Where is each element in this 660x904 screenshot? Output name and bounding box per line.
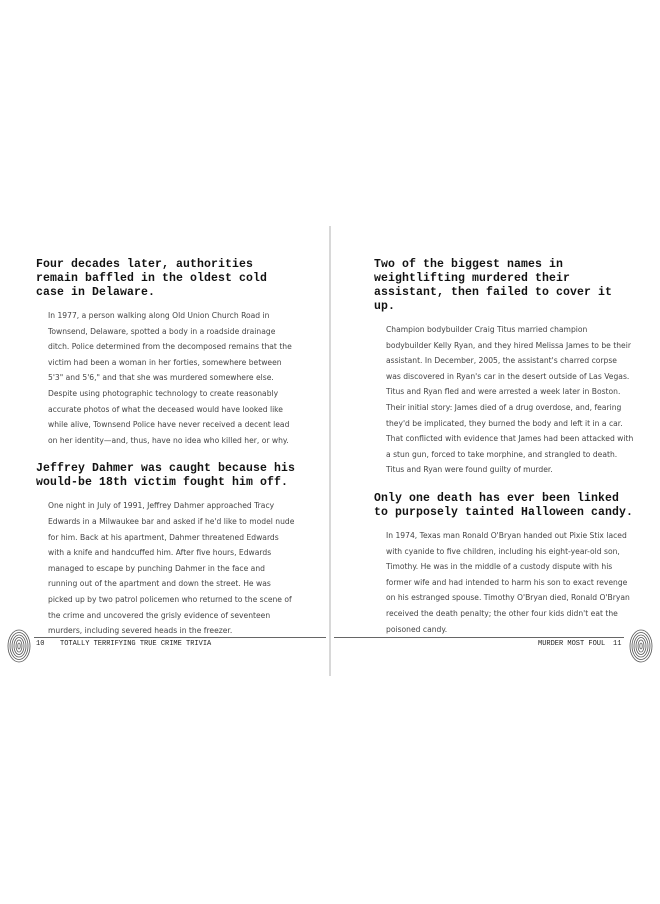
running-title: MURDER MOST FOUL [538,640,606,648]
section-heading: Jeffrey Dahmer was caught because his would-be 18th victim fought him off. [36,462,296,490]
left-page [36,258,296,649]
page-number: 11 [613,640,622,648]
fingerprint-icon [628,628,654,664]
section-body: One night in July of 1991, Jeffrey Dahmer approached Tracy Edwards in a Milwaukee bar and asked if he'd like to model nude for him. Back at his apartment, Dahmer threatened Edwards with a knife and handcuffed him. After five hours, Edwards managed to escape by punching Dahmer in the face and running out of the apartment and down the street. He was picked up by two patrol policemen who returned to the scene of the crime and uncovered the grisly evidence of seventeen murders, including severed heads in the freezer. [48,501,295,636]
right-page [374,258,634,647]
page-number: 10 [36,640,45,648]
section-heading: Two of the biggest names in weightlifting murdered their assistant, then failed to cover it up. [374,258,613,313]
section-body: Champion bodybuilder Craig Titus married champion bodybuilder Kelly Ryan, and they hired Melissa James to be their assistant. In December, 2005, the assistant's charred corpse was discovered in Ryan's car in the desert outside of Las Vegas. Titus and Ryan fled and were arrested a week later in Boston. Their initial story: James died of a drug overdose, and, fearing they'd be implicated, they burned the body and left it in a car. That conflicted with evidence that James had been attacked with a stun gun, forced to take morphine, and strangled to death. Titus and Ryan were found guilty of murder. [386,325,634,475]
section-heading: Only one death has ever been linked to purposely tainted Halloween candy. [374,491,634,519]
running-title: TOTALLY TERRIFYING TRUE CRIME TRIVIA [60,640,212,648]
page-gutter [329,226,331,676]
footer-rule [334,637,624,638]
section-body: In 1974, Texas man Ronald O'Bryan handed out Pixie Stix laced with cyanide to five children, including his eight-year-old son, Timothy. He was in the middle of a custody dispute with his former wife and had intended to harm his son to exact revenge on his estranged spouse. Timothy O'Bryan died, Ronald O'Bryan received the death penalty; the other four kids didn't eat the poisoned candy. [386,530,630,634]
section-heading: Four decades later, authorities remain baffled in the oldest cold case in Delaware. [36,258,268,299]
fingerprint-icon [6,628,32,664]
footer-rule [34,637,326,638]
section-body: In 1977, a person walking along Old Union Church Road in Townsend, Delaware, spotted a body in a roadside drainage ditch. Police determined from the decomposed remains that the victim had been a woman in her forties, somewhere between 5'3" and 5'6," and that she was murdered somewhere else. Despite using photographic technology to create reasonably accurate photos of what the deceased would have looked like while alive, Townsend Police have never received a decent lead on her identity—and, thus, have no idea who killed her, or why. [48,311,292,445]
